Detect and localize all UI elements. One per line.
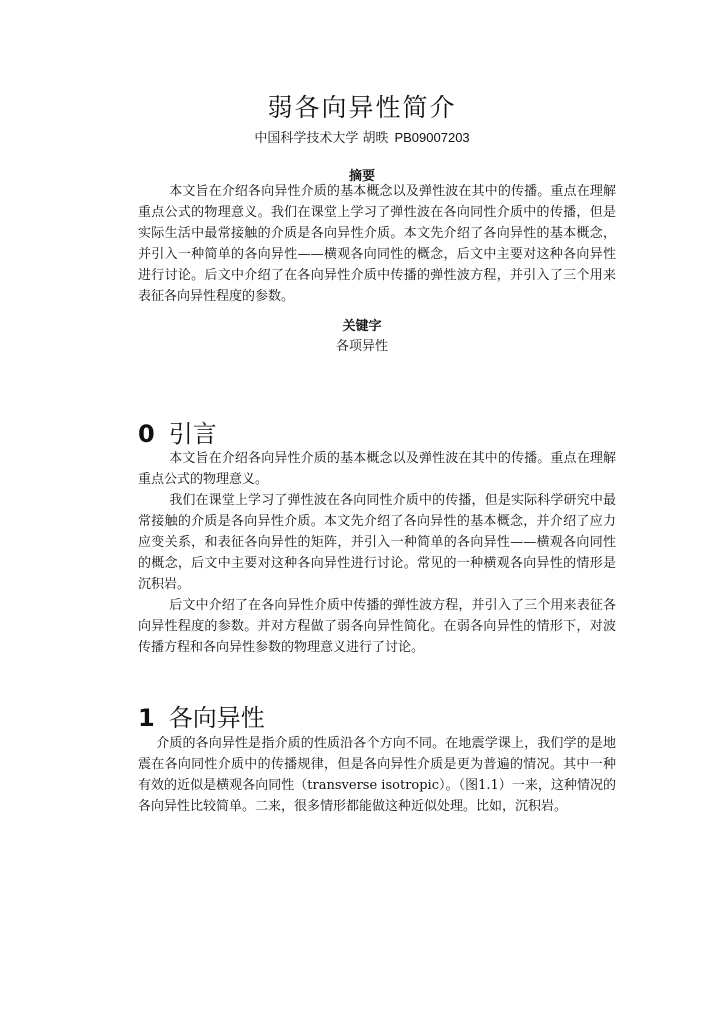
abstract-body [138,181,616,307]
student-id: PB09007203 [394,130,470,145]
section-title: 各向异性 [168,704,265,732]
keywords-heading: 关键字 [342,319,382,334]
paragraph: 我们在课堂上学习了弹性波在各向同性介质中的传播，但是实际科学研究中最常接触的介质是各向异性介质。本文先介绍了各向异性的基本概念，并介绍了应力应变关系，和表征各向异性的矩阵，并引入一种简单的各向异性——横观各向同性的概念，后文中主要对这种各向异性进行讨论。常见的一种横观各向异性的情形是沉积岩。 [138,493,616,592]
paragraph: 后文中介绍了在各向异性介质中传播的弹性波方程，并引入了三个用来表征各向异性程度的参数。并对方程做了弱各向异性简化。在弱各向异性的情形下，对波传播方程和各向异性参数的物理意义进行了讨论。 [138,598,616,655]
abstract-heading: 摘要 [348,169,375,184]
section-1-body [138,733,616,817]
paper-title: 弱各向异性简介 [267,93,457,122]
author-affiliation: 中国科学技术大学 胡昳 [254,131,389,146]
section-0-body [138,448,616,658]
abstract-text: 本文旨在介绍各向异性介质的基本概念以及弹性波在其中的传播。重点在理解重点公式的物理意义。我们在课堂上学习了弹性波在各向同性介质中的传播，但是实际生活中最常接触的介质是各向异性介质。本文先介绍了各向异性的基本概念，并引入一种简单的各向异性——横观各向同性的概念，后文中主要对这种各向异性进行讨论。后文中介绍了在各向异性介质中传播的弹性波方程，并引入了三个用来表征各向异性程度的参数。 [138,184,616,304]
section-title: 引言 [168,420,217,448]
keywords-text: 各项异性 [335,339,388,354]
section-number: 1 [138,704,155,732]
section-number: 0 [138,420,155,448]
section-0-heading [138,414,217,449]
paragraph: 介质的各向异性是指介质的性质沿各个方向不同。在地震学课上，我们学的是地震在各向同性介质中的传播规律，但是各向异性介质是更为普遍的情况。其中一种有效的近似是横观各向同性（transverse isotropic）。（图1.1）一来，这种情况的各向异性比较简单。二来，很多情形都能做这种近似处理。比如，沉积岩。 [138,736,616,814]
author-line [0,127,724,146]
paragraph: 本文旨在介绍各向异性介质的基本概念以及弹性波在其中的传播。重点在理解重点公式的物理意义。 [138,451,616,487]
section-1-heading [138,698,265,733]
